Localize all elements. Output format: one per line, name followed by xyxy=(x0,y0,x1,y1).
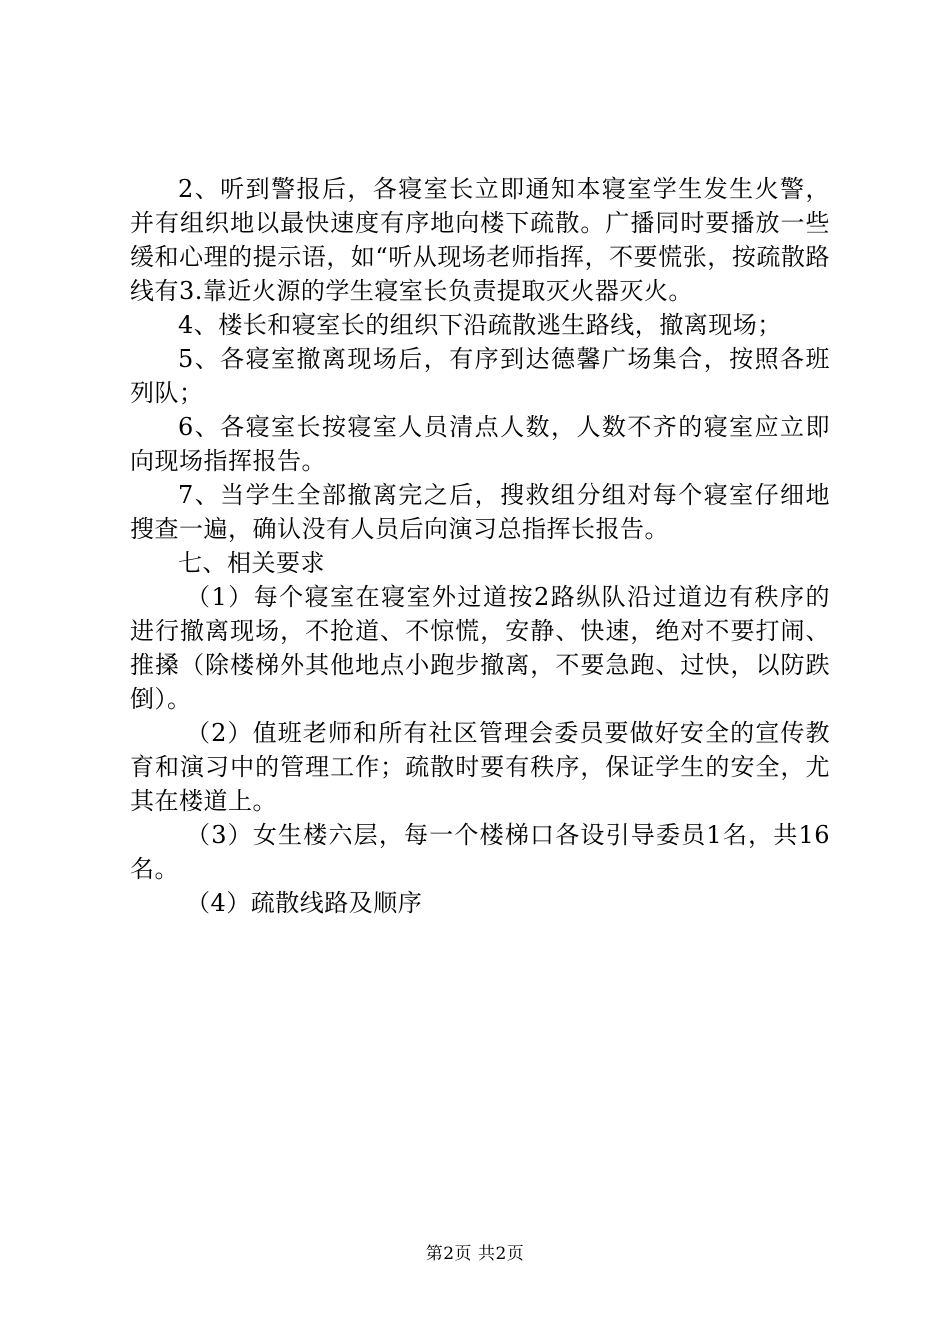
requirement-item-1: （1）每个寝室在寝室外过道按2路纵队沿过道边有秩序的进行撤离现场，不抢道、不惊慌，安静、快速，绝对不要打闹、推搡（除楼梯外其他地点小跑步撤离，不要急跑、过快，以防跌倒）。 xyxy=(130,583,830,713)
section-heading-requirements: 七、相关要求 xyxy=(178,549,325,577)
paragraph-step-6: 6、各寝室长按寝室人员清点人数，人数不齐的寝室应立即向现场指挥报告。 xyxy=(130,413,830,475)
paragraph-step-2: 2、听到警报后，各寝室长立即通知本寝室学生发生火警，并有组织地以最快速度有序地向楼下疏散。广播同时要播放一些缓和心理的提示语，如“听从现场老师指挥，不要慌张，按疏散路线有3.靠近火源的学生寝室长负责提取灭火器灭火。 xyxy=(130,175,830,305)
requirement-item-4: （4）疏散线路及顺序 xyxy=(186,889,423,917)
page-number-label: 第2页 共2页 xyxy=(425,1244,525,1264)
paragraph-step-5: 5、各寝室撤离现场后，有序到达德馨广场集合，按照各班列队； xyxy=(130,345,830,407)
requirement-item-2: （2）值班老师和所有社区管理会委员要做好安全的宣传教育和演习中的管理工作；疏散时要有秩序，保证学生的安全，尤其在楼道上。 xyxy=(130,719,830,815)
paragraph-step-4: 4、楼长和寝室长的组织下沿疏散逃生路线，撤离现场； xyxy=(178,311,782,339)
paragraph-step-7: 7、当学生全部撤离完之后，搜救组分组对每个寝室仔细地搜查一遍，确认没有人员后向演习总指挥长报告。 xyxy=(130,481,830,543)
document-body xyxy=(130,172,830,920)
page-footer xyxy=(0,1243,950,1265)
requirement-item-3: （3）女生楼六层，每一个楼梯口各设引导委员1名，共16名。 xyxy=(130,821,830,883)
